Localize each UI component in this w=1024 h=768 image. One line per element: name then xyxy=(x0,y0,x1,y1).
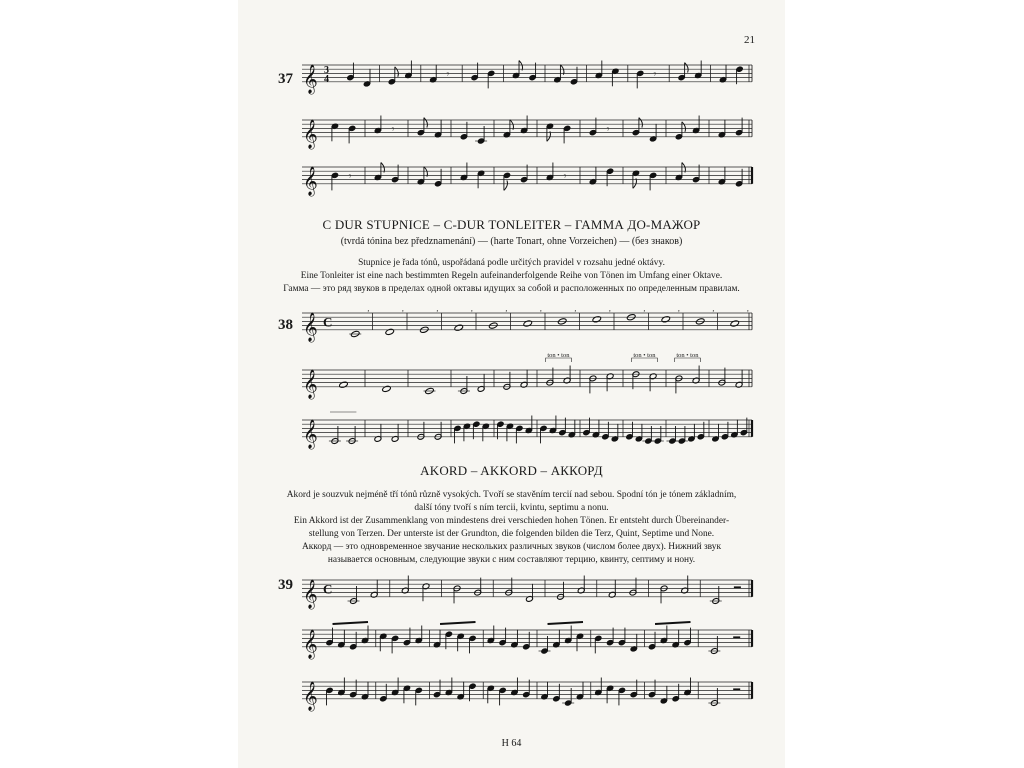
breath-mark: , xyxy=(712,304,715,313)
breath-mark: , xyxy=(608,304,611,313)
eighth-rest: 𝄾 xyxy=(563,171,567,183)
eighth-rest: 𝄾 xyxy=(446,69,450,81)
breath-mark: , xyxy=(436,304,439,313)
sheet-music-page xyxy=(238,0,785,768)
exercise-number-38: 38 xyxy=(278,317,293,333)
note-flag xyxy=(424,118,428,128)
time-signature: C xyxy=(323,314,333,330)
half-rest xyxy=(734,586,741,588)
breath-mark: , xyxy=(505,304,508,313)
music-notation xyxy=(238,0,785,768)
note-head xyxy=(454,324,464,331)
note-beam xyxy=(548,622,583,624)
chord-paragraph-cs-2: další tóny tvoří s ním tercii, kvintu, septimu a nonu. xyxy=(414,503,609,513)
note-flag xyxy=(682,122,686,132)
scale-paragraph-ru: Гамма — это ряд звуков в пределах одной октавы идущих за собой и расположенных по определенным правилам. xyxy=(283,284,740,294)
note-beam xyxy=(655,622,690,624)
chord-paragraph-de-2: stellung von Terzen. Der unterste ist der Grundton, die folgenden bilden die Terz, Quint, Septime und None. xyxy=(308,529,715,539)
page-number: 21 xyxy=(744,34,755,46)
breath-mark: , xyxy=(401,304,404,313)
eighth-rest: 𝄾 xyxy=(348,171,352,183)
breath-mark: , xyxy=(643,304,646,313)
note-flag xyxy=(685,63,689,73)
breath-mark: , xyxy=(470,304,473,313)
treble-clef: 𝄞 xyxy=(303,165,318,195)
chord-paragraph-ru-1: Аккорд — это одновременное звучание нескольких различных звуков (числом более двух). Нижний звук xyxy=(301,542,722,552)
eighth-rest: 𝄾 xyxy=(653,69,657,81)
note-head xyxy=(339,381,349,388)
chord-paragraph-cs-1: Akord je souzvuk nejméně tří tónů různě vysokých. Tvoří se stavěním tercií nad sebou. Spodní tón je tónem základním, xyxy=(286,490,737,500)
treble-clef: 𝄞 xyxy=(303,628,318,658)
scale-paragraph-de: Eine Tonleiter ist eine nach bestimmten Regeln aufeinanderfolgende Reihe von Tönen im Umfang einer Oktave. xyxy=(300,271,723,281)
exercise-number-39: 39 xyxy=(278,577,293,593)
note-flag xyxy=(395,67,399,77)
treble-clef: 𝄞 xyxy=(303,63,318,93)
note-head xyxy=(661,316,671,323)
half-rest xyxy=(733,688,740,690)
time-signature: C xyxy=(323,581,333,597)
chord-paragraph-de-1: Ein Akkord ist der Zusammenklang von mindestens drei verschieden hohen Tönen. Er entsteht durch Übereinander- xyxy=(293,516,730,526)
time-signature-top: 3 xyxy=(324,64,329,76)
breath-mark: , xyxy=(677,304,680,313)
treble-clef: 𝄞 xyxy=(303,578,318,608)
chord-paragraph-ru-2: называется основным, следующие звуки с ним составляют терцию, квинту, септиму и нону. xyxy=(327,555,696,565)
breath-mark: , xyxy=(574,304,577,313)
breath-mark: , xyxy=(746,304,749,313)
note-beam xyxy=(440,622,475,624)
interval-mark-label: ton • ton xyxy=(676,352,699,359)
treble-clef: 𝄞 xyxy=(303,680,318,710)
breath-mark: , xyxy=(539,304,542,313)
note-head xyxy=(385,328,395,335)
eighth-rest: 𝄾 xyxy=(391,124,395,136)
treble-clef: 𝄞 xyxy=(303,118,318,148)
note-head xyxy=(382,385,392,392)
exercise-number-37: 37 xyxy=(278,71,293,87)
chord-section-title: AKORD – AKKORD – АККОРД xyxy=(420,463,603,478)
note-head xyxy=(730,320,740,327)
eighth-rest: 𝄾 xyxy=(606,124,610,136)
scale-section-title: C DUR STUPNICE – C-DUR TONLEITER – ГАММА ДО-МАЖОР xyxy=(322,217,701,232)
interval-mark-label: ton • ton xyxy=(547,352,570,359)
scale-paragraph-cs: Stupnice je řada tónů, uspořádaná podle určitých pravidel v rozsahu jedné oktávy. xyxy=(358,258,665,268)
note-head xyxy=(592,316,602,323)
note-flag xyxy=(504,180,508,190)
note-beam xyxy=(333,622,368,624)
breath-mark: , xyxy=(367,304,370,313)
treble-clef: 𝄞 xyxy=(303,418,318,448)
treble-clef: 𝄞 xyxy=(303,368,318,398)
interval-mark-label: ton • ton xyxy=(633,352,656,359)
treble-clef: 𝄞 xyxy=(303,311,318,341)
note-head xyxy=(523,320,533,327)
scale-section-subtitle: (tvrdá tónina bez předznamenání) — (harte Tonart, ohne Vorzeichen) — (без знаков) xyxy=(340,236,683,247)
time-signature-bottom: 4 xyxy=(324,73,329,85)
half-rest xyxy=(733,636,740,638)
page-footer: H 64 xyxy=(501,738,522,749)
note-flag xyxy=(639,118,643,128)
